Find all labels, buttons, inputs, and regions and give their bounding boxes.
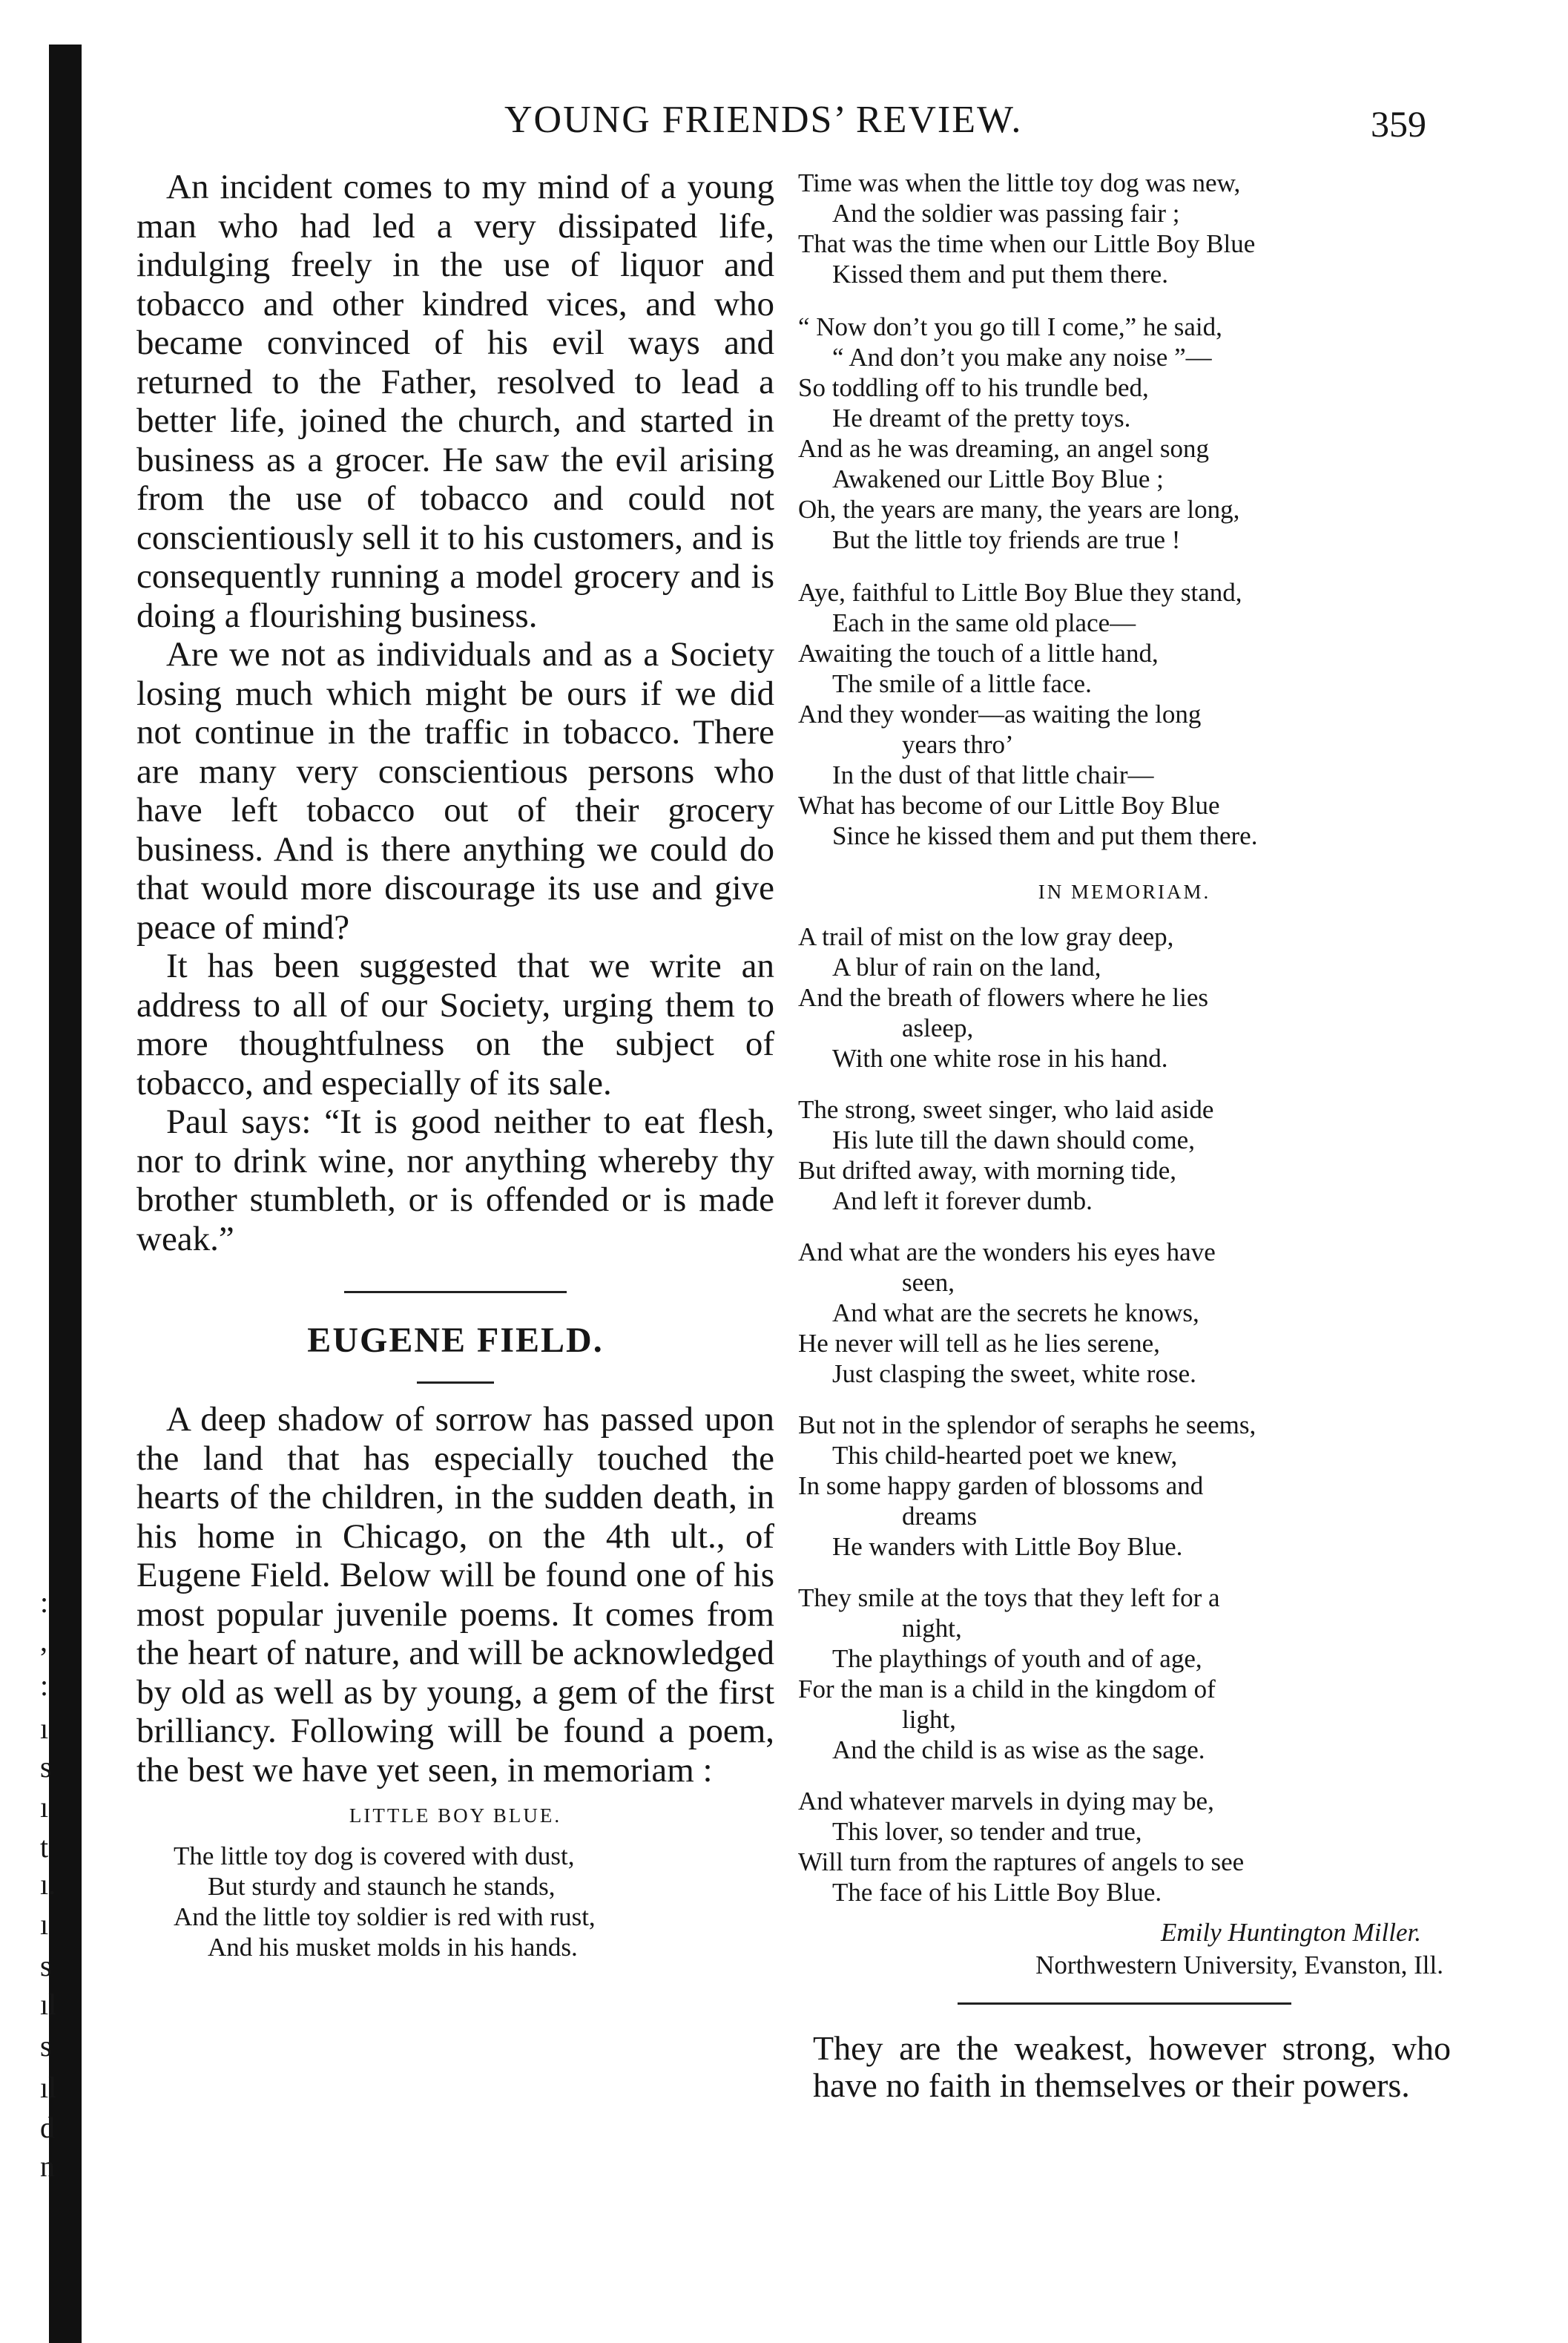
bleed-char: : — [40, 1669, 49, 1702]
poem-line: But sturdy and staunch he stands, — [208, 1872, 556, 1901]
poem-line: Kissed them and put them there. — [832, 260, 1168, 289]
poem-line: years thro’ — [902, 730, 1014, 759]
poem-line: But the little toy friends are true ! — [832, 525, 1181, 554]
poem-title: LITTLE BOY BLUE. — [349, 1804, 562, 1827]
section-divider — [958, 2002, 1291, 2005]
bleed-char: d — [40, 2111, 55, 2144]
poem-line: And the child is as wise as the sage. — [832, 1735, 1205, 1764]
bleed-char: : — [40, 1585, 49, 1619]
running-header — [0, 98, 1568, 150]
article-paragraph: An incident comes to my mind of a young man who had led a very dissipated life, indulging freely in the use of liquor and tobacco and other kindred vices, and who became convinced of his evil ways and returned to the Father, resolved to lead a better life, joined the church, and started in business as a grocer. He saw the evil arising from the use of tobacco and could not conscientiously sell it to his customers, and is consequently running a model grocery and is doing a flourishing business. — [136, 168, 774, 635]
poem-line: night, — [902, 1614, 962, 1643]
poem-line: So toddling off to his trundle bed, — [798, 373, 1149, 402]
poem-stanza — [798, 312, 1451, 555]
poem-line: They smile at the toys that they left for a — [798, 1583, 1220, 1612]
poem-line: A blur of rain on the land, — [832, 953, 1101, 982]
poem-stanza — [798, 1583, 1451, 1765]
eugene-field-article — [136, 1400, 774, 1790]
closing-quote: They are the weakest, however strong, who have no faith in themselves or their powers. — [813, 2029, 1451, 2104]
bleed-char: ıl — [40, 2071, 57, 2104]
poem-line: With one white rose in his hand. — [832, 1044, 1168, 1073]
bleed-char: ıl — [40, 1988, 57, 2021]
poem-line: He never will tell as he lies serene, — [798, 1329, 1160, 1358]
right-column — [798, 168, 1451, 2104]
poem-line: The smile of a little face. — [832, 669, 1092, 698]
poem-line: light, — [902, 1705, 956, 1734]
article-paragraph: A deep shadow of sorrow has passed upon the land that has especially touched the hearts of the children, in the sudden death, in his home in Chicago, on the 4th ult., of Eugene Field. Below will be found one of his most popular juvenile poems. It comes from the heart of nature, and will be acknowledged by old as well as by young, a gem of the first brilliancy. Following will be found a poem, the best we have yet seen, in memoriam : — [136, 1400, 774, 1790]
tobacco-article — [136, 168, 774, 1258]
bleed-char: s — [40, 2029, 52, 2063]
poem-line: And as he was dreaming, an angel song — [798, 434, 1210, 463]
poem-line: The little toy dog is covered with dust, — [174, 1841, 575, 1870]
poem-line: dreams — [902, 1502, 978, 1531]
bleed-char: ı. — [40, 1867, 56, 1901]
article-paragraph: Are we not as individuals and as a Society losing much which might be ours if we did not continue in the traffic in tobacco. There are many very conscientious persons who have left tobacco out of their grocery business. And is there anything we could do that would more discourage its use and give peace of mind? — [136, 635, 774, 947]
bleed-char: s — [40, 1949, 52, 1982]
poem-line: Will turn from the raptures of angels to see — [798, 1847, 1245, 1876]
poem-line: That was the time when our Little Boy Blue — [798, 229, 1256, 258]
poem-line: In some happy garden of blossoms and — [798, 1471, 1204, 1500]
poem-stanza — [798, 921, 1451, 1074]
poem-stanza — [798, 577, 1451, 851]
left-column — [136, 168, 774, 1962]
poem-stanza — [798, 1237, 1451, 1389]
poem-line: The playthings of youth and of age, — [832, 1644, 1202, 1673]
bleed-char: t — [40, 1830, 49, 1864]
page-number: 359 — [1371, 103, 1426, 145]
bleed-char: ı — [40, 1790, 49, 1824]
author-affiliation: Northwestern University, Evanston, Ill. — [1035, 1951, 1443, 1979]
poem-line: A trail of mist on the low gray deep, — [798, 922, 1174, 951]
article-paragraph: Paul says: “It is good neither to eat flesh, nor to drink wine, nor anything whereby thy brother stumbleth, or is offended or is made weak.” — [136, 1103, 774, 1258]
poem-line: “ Now don’t you go till I come,” he said, — [798, 312, 1222, 341]
poem-line: He wanders with Little Boy Blue. — [832, 1532, 1183, 1561]
poem-line: seen, — [902, 1268, 955, 1297]
poem-line: Awakened our Little Boy Blue ; — [832, 464, 1164, 493]
bleed-char: n — [40, 2149, 55, 2183]
bleed-char: ı — [40, 1712, 49, 1745]
poem-line: And left it forever dumb. — [832, 1186, 1093, 1215]
poem-line: asleep, — [902, 1013, 974, 1042]
poem-line: And the soldier was passing fair ; — [832, 199, 1180, 228]
poem-line: Since he kissed them and put them there. — [832, 821, 1258, 850]
poem-line: And the little toy soldier is red with rust, — [174, 1902, 596, 1931]
poem-line: He dreamt of the pretty toys. — [832, 404, 1131, 433]
poem-line: Aye, faithful to Little Boy Blue they stand, — [798, 578, 1242, 607]
poem-line: Each in the same old place— — [832, 608, 1136, 637]
journal-title: YOUNG FRIENDS’ REVIEW. — [504, 99, 1023, 141]
section-title: EUGENE FIELD. — [307, 1321, 604, 1360]
section-divider — [344, 1291, 567, 1293]
poem-stanza — [798, 1094, 1451, 1216]
poem-line: This child-hearted poet we knew, — [832, 1441, 1178, 1470]
bleed-char: s — [40, 1750, 52, 1784]
poem-line: And they wonder—as waiting the long — [798, 700, 1202, 729]
poem-line: And what are the secrets he knows, — [832, 1298, 1199, 1327]
poem-line: Time was when the little toy dog was new, — [798, 168, 1241, 197]
poem-line: The face of his Little Boy Blue. — [832, 1878, 1162, 1907]
poem-title: IN MEMORIAM. — [1038, 881, 1211, 903]
bleed-char: ı — [40, 1907, 49, 1941]
poem-line: And whatever marvels in dying may be, — [798, 1787, 1214, 1815]
poem-line: The strong, sweet singer, who laid aside — [798, 1095, 1214, 1124]
poem-stanza — [798, 168, 1451, 289]
title-underline — [417, 1381, 494, 1384]
poem-line: “ And don’t you make any noise ”— — [832, 343, 1212, 372]
poem-line: Oh, the years are many, the years are long, — [798, 495, 1240, 524]
poem-stanza — [798, 1786, 1451, 1907]
poem-line: What has become of our Little Boy Blue — [798, 791, 1220, 820]
bleed-char: , — [40, 1624, 47, 1657]
poem-line: And the breath of flowers where he lies — [798, 983, 1208, 1012]
poem-stanza — [798, 1410, 1451, 1562]
poem-line: For the man is a child in the kingdom of — [798, 1675, 1216, 1703]
poem-line: Awaiting the touch of a little hand, — [798, 639, 1159, 668]
poem-line: But not in the splendor of seraphs he seems, — [798, 1410, 1256, 1439]
poem-line: His lute till the dawn should come, — [832, 1126, 1195, 1154]
poem-line: And what are the wonders his eyes have — [798, 1238, 1216, 1266]
author-signature: Emily Huntington Miller. — [1161, 1918, 1421, 1947]
poem-line: In the dust of that little chair— — [832, 760, 1154, 789]
poem-line: But drifted away, with morning tide, — [798, 1156, 1176, 1185]
poem-line: This lover, so tender and true, — [832, 1817, 1142, 1846]
poem-line: Just clasping the sweet, white rose. — [832, 1359, 1196, 1388]
poem-stanza — [174, 1841, 774, 1962]
article-paragraph: It has been suggested that we write an address to all of our Society, urging them to more thoughtfulness on the subject of tobacco, and especially of its sale. — [136, 947, 774, 1103]
poem-line: And his musket molds in his hands. — [208, 1933, 578, 1962]
